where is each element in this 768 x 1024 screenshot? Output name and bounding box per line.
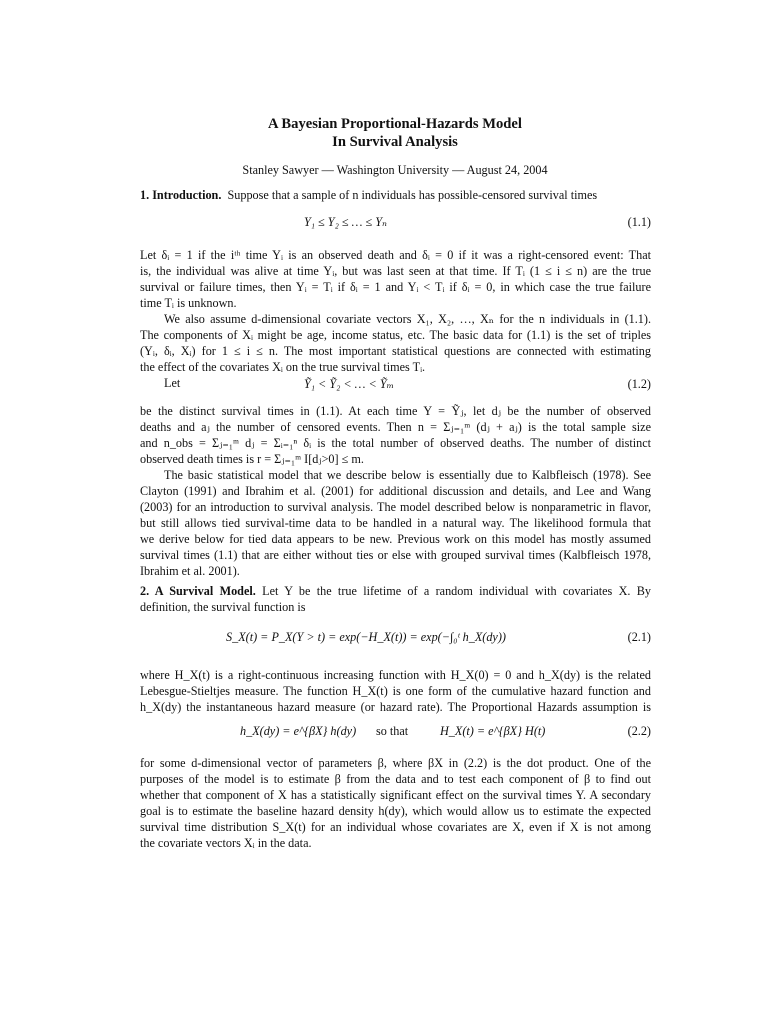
section-2-intro-line-2: definition, the survival function is	[140, 600, 306, 614]
section-1-heading: 1. Introduction.	[140, 188, 222, 202]
section-2-heading: 2. A Survival Model.	[140, 584, 256, 598]
s2-p2-line-4: goal is to estimate the baseline hazard density h(dy), which would allow us to estimate the expected	[140, 804, 651, 818]
equation-1-2-number: (1.2)	[627, 377, 651, 391]
s1-p1-line-4: time Tᵢ is unknown.	[140, 296, 237, 310]
equation-1-2	[140, 377, 651, 395]
s2-p2-line-5: survival time distribution S_X(t) for an individual whose covariates are X, even if X is not among	[140, 820, 651, 834]
s1-p4-line-2: Clayton (1991) and Ibrahim et al. (2001) for additional discussion and details, and Lee and Wang	[140, 484, 651, 498]
equation-1-1-body: Y₁ ≤ Y₂ ≤ … ≤ Yₙ	[304, 215, 387, 229]
s1-p3-line-4: observed death times is r = Σⱼ₌₁ᵐ I[dⱼ>0] ≤ m.	[140, 452, 364, 466]
s2-p2-line-2: purposes of the model is to estimate β from the data and to test each component of β to find out	[140, 772, 651, 786]
equation-1-1-number: (1.1)	[627, 215, 651, 229]
section-1-intro-text: Suppose that a sample of n individuals has possible-censored survival times	[227, 188, 598, 202]
paper-title-line-2: In Survival Analysis	[332, 134, 458, 150]
s1-p3-line-2: deaths and aⱼ the number of censored events. Then n = Σⱼ₌₁ᵐ (dⱼ + aⱼ) is the total sample size	[140, 420, 651, 434]
s2-p2-line-3: whether that component of X has a statistically significant effect on the survival times Y. A secondary	[140, 788, 651, 802]
s2-p1-line-2: Lebesgue-Stieltjes measure. The function H_X(t) is one form of the cumulative hazard function and	[140, 684, 651, 698]
s1-p1-line-2: is, the individual was alive at time Yᵢ, but was last seen at that time. If Tᵢ (1 ≤ i ≤ n) are the true	[140, 264, 651, 278]
s1-p2-line-3: (Yᵢ, δᵢ, Xᵢ) for 1 ≤ i ≤ n. The most important statistical questions are connected with estimating	[140, 344, 651, 358]
s2-p2-line-1: for some d-dimensional vector of parameters β, where βX in (2.2) is the dot product. One of the	[140, 756, 651, 770]
s1-p2-line-2: The components of Xᵢ might be age, income status, etc. The basic data for (1.1) is the set of triples	[140, 328, 651, 342]
equation-1-2-body: Ỹ₁ < Ỹ₂ < … < Ỹₘ	[304, 377, 395, 391]
s1-p1-line-1: Let δᵢ = 1 if the iᵗʰ time Yᵢ is an observed death and δᵢ = 0 if it was a right-censored event: That	[140, 248, 651, 262]
equation-2-2-number: (2.2)	[627, 724, 651, 738]
equation-2-1-body: S_X(t) = P_X(Y > t) = exp(−H_X(t)) = exp(−∫₀ᵗ h_X(dy))	[226, 630, 506, 644]
equation-2-2	[140, 724, 651, 742]
s1-p4-line-4: but still allows tied survival-time data to be handled in a natural way. The likelihood formula that	[140, 516, 651, 530]
equation-2-2-connector: so that	[376, 724, 409, 738]
s1-p4-line-3: (2003) for an introduction to survival analysis. The model described below is nonparametric in flavor,	[140, 500, 651, 514]
equation-1-1	[140, 215, 651, 233]
s1-p4-line-6: survival times (1.1) that are either without ties or else with grouped survival times (Kalbfleisch 1978,	[140, 548, 651, 562]
s1-p3-line-1: be the distinct survival times in (1.1). At each time Y = Ỹⱼ, let dⱼ be the number of observed	[140, 404, 651, 418]
paper-title-line-1: A Bayesian Proportional-Hazards Model	[268, 116, 522, 132]
equation-2-1-number: (2.1)	[627, 630, 651, 644]
s1-p4-line-1: The basic statistical model that we describe below is essentially due to Kalbfleisch (1978). See	[164, 468, 651, 482]
section-2-intro-line-1	[140, 584, 651, 600]
section-2-intro-text: Let Y be the true lifetime of a random individual with covariates X. By	[262, 584, 651, 598]
equation-2-1	[140, 630, 651, 648]
s2-p1-line-1: where H_X(t) is a right-continuous increasing function with H_X(0) = 0 and h_X(dy) is the related	[140, 668, 651, 682]
s1-p4-line-5: we derive below for tied data appears to be new. Previous work on this model has mostly assumed	[140, 532, 651, 546]
section-1-intro	[140, 188, 651, 204]
s1-p3-line-3: and n_obs = Σⱼ₌₁ᵐ dⱼ = Σᵢ₌₁ⁿ δᵢ is the total number of observed deaths. The number of distinct	[140, 436, 651, 450]
equation-2-2-right: H_X(t) = e^{βX} H(t)	[440, 724, 546, 738]
equation-2-2-left: h_X(dy) = e^{βX} h(dy)	[240, 724, 357, 738]
s1-let: Let	[164, 376, 181, 390]
s2-p2-line-6: the covariate vectors Xᵢ in the data.	[140, 836, 312, 850]
s1-p2-line-4: the effect of the covariates Xᵢ on the true survival times Tᵢ.	[140, 360, 426, 374]
s1-p2-line-1: We also assume d-dimensional covariate vectors X₁, X₂, …, Xₙ for the n individuals in (1.1).	[164, 312, 651, 326]
s2-p1-line-3: h_X(dy) the instantaneous hazard measure (or hazard rate). The Proportional Hazards assumption is	[140, 700, 651, 714]
s1-p4-line-7: Ibrahim et al. 2001).	[140, 564, 240, 578]
author-line: Stanley Sawyer — Washington University — August 24, 2004	[242, 163, 548, 177]
s1-p1-line-3: survival or failure times, then Yᵢ = Tᵢ if δᵢ = 1 and Yᵢ < Tᵢ if δᵢ = 0, in which case the true failure	[140, 280, 651, 294]
